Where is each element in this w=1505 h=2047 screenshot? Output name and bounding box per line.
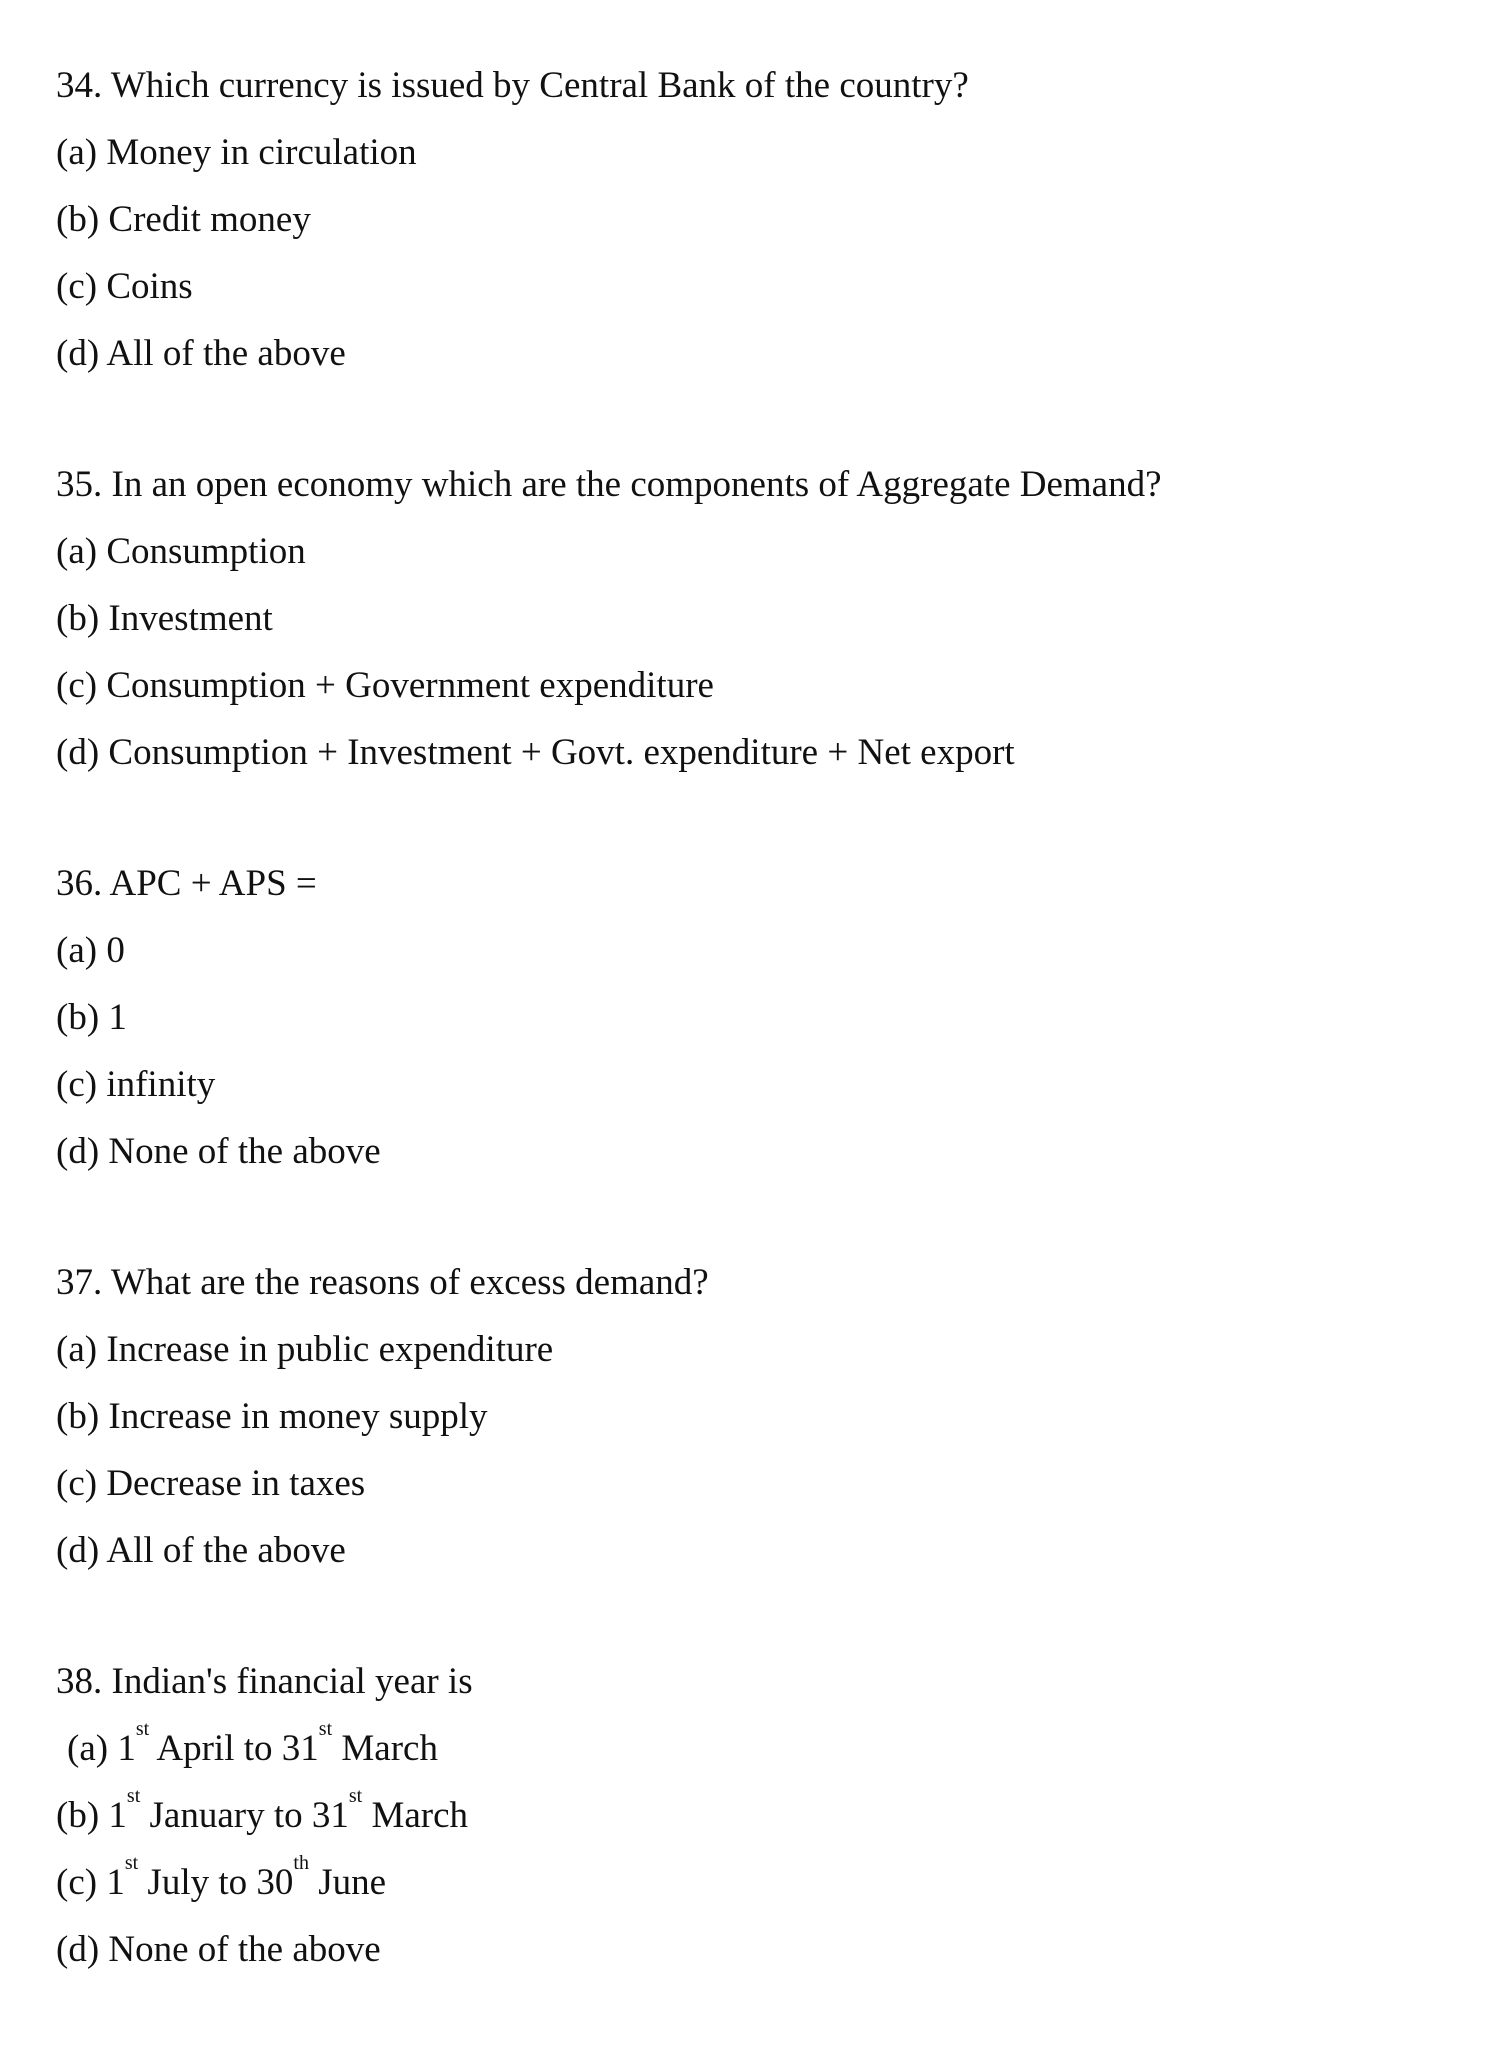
option-label: (b) [56,1795,100,1836]
option-c [56,652,1456,719]
option-label: (d) [56,1530,100,1571]
option-month: June [318,1862,387,1903]
option-b [56,984,1456,1051]
option-text: infinity [106,1064,216,1105]
document-page [56,52,1456,2047]
question-stem: What are the reasons of excess demand? [110,1262,709,1303]
option-text: Investment [108,598,273,639]
option-text: Money in circulation [106,132,417,173]
option-c [56,1051,1456,1118]
question-38 [56,1648,1456,1983]
option-label: (b) [56,1396,100,1437]
option-text: Increase in money supply [108,1396,488,1437]
option-day: 1 [106,1862,125,1903]
option-b [56,186,1456,253]
question-stem: APC + APS = [109,863,317,904]
question-text [56,1249,1456,1316]
option-text: All of the above [106,333,346,374]
ordinal-suffix: st [135,1718,150,1740]
option-label: (a) [56,132,98,173]
option-label: (a) [56,1329,98,1370]
option-text: 0 [106,930,125,971]
option-text: Coins [106,266,193,307]
option-label: (c) [56,1862,98,1903]
option-c [56,1849,1456,1916]
question-number: 37. [56,1262,103,1303]
option-d [56,719,1456,786]
option-label: (c) [56,266,98,307]
option-label: (c) [56,665,98,706]
question-37 [56,1249,1456,1584]
ordinal-suffix: st [348,1785,363,1807]
option-text: None of the above [108,1929,381,1970]
option-label: (a) [56,531,98,572]
option-text: 1 [108,997,127,1038]
question-number: 34. [56,65,103,106]
option-c [56,253,1456,320]
question-number: 38. [56,1661,103,1702]
option-text: Increase in public expenditure [106,1329,554,1370]
option-a [56,119,1456,186]
option-a [56,1715,1456,1782]
option-text: April to 31 [156,1728,319,1769]
option-label: (d) [56,333,100,374]
option-label: (d) [56,1131,100,1172]
option-label: (c) [56,1064,98,1105]
option-b [56,1383,1456,1450]
question-text [56,1648,1456,1715]
option-label: (c) [56,1463,98,1504]
option-month: March [341,1728,438,1769]
option-text: Consumption + Investment + Govt. expenditure + Net export [108,732,1015,773]
option-text: Decrease in taxes [106,1463,366,1504]
question-36 [56,850,1456,1185]
question-text [56,850,1456,917]
option-label: (d) [56,1929,100,1970]
option-day: 1 [108,1795,127,1836]
option-month: March [371,1795,469,1836]
question-stem: In an open economy which are the components of Aggregate Demand? [111,464,1162,505]
ordinal-suffix: th [293,1852,309,1874]
option-d [56,1916,1456,1983]
option-text: Credit money [108,199,311,240]
option-text: January to 31 [149,1795,349,1836]
option-a [56,1316,1456,1383]
option-b [56,585,1456,652]
option-text: All of the above [106,1530,346,1571]
option-label: (a) [56,930,98,971]
question-number: 35. [56,464,103,505]
ordinal-suffix: st [318,1718,333,1740]
option-label: (b) [56,997,100,1038]
question-text [56,451,1456,518]
option-text: None of the above [108,1131,381,1172]
option-d [56,1118,1456,1185]
option-d [56,1517,1456,1584]
option-a [56,917,1456,984]
question-stem: Indian's financial year is [111,1661,473,1702]
option-text: July to 30 [147,1862,294,1903]
option-a [56,518,1456,585]
option-c [56,1450,1456,1517]
option-day: 1 [117,1728,136,1769]
question-number: 36. [56,863,103,904]
option-b [56,1782,1456,1849]
option-label: (a) [67,1728,109,1769]
option-label: (b) [56,598,100,639]
option-text: Consumption [106,531,306,572]
question-34 [56,52,1456,387]
question-stem: Which currency is issued by Central Bank of the country? [110,65,969,106]
option-label: (b) [56,199,100,240]
option-text: Consumption + Government expenditure [106,665,714,706]
ordinal-suffix: st [124,1852,139,1874]
question-text [56,52,1456,119]
option-label: (d) [56,732,100,773]
ordinal-suffix: st [126,1785,141,1807]
option-d [56,320,1456,387]
question-35 [56,451,1456,786]
